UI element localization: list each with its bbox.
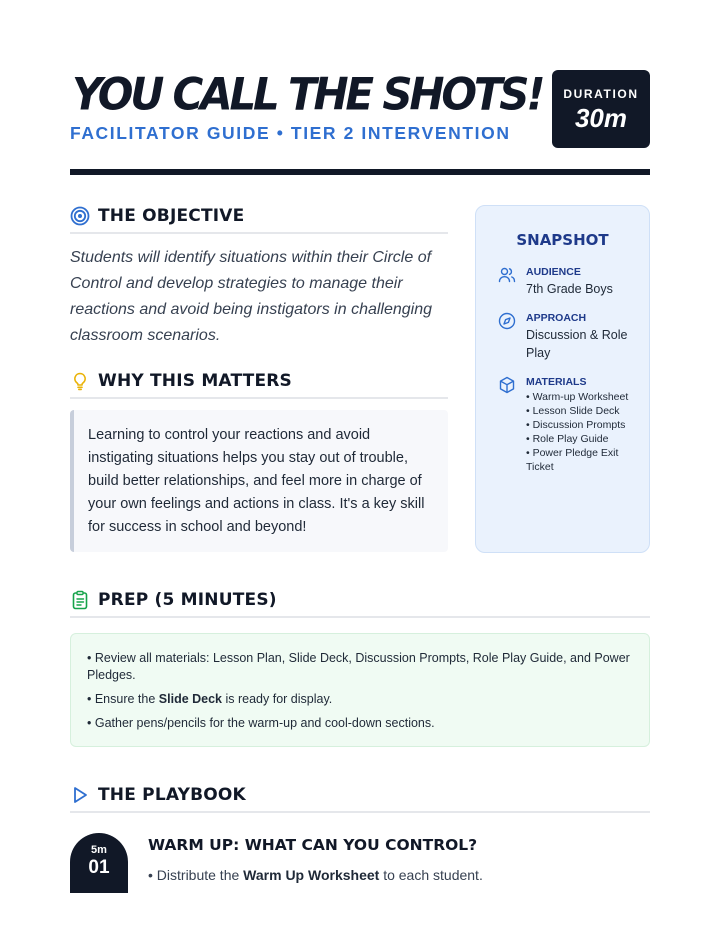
play-icon xyxy=(70,785,90,805)
prep-checklist xyxy=(70,633,650,747)
prep-title: PREP (5 MINUTES) xyxy=(98,590,277,610)
materials-list xyxy=(526,390,646,474)
why-heading xyxy=(70,371,292,391)
duration-badge xyxy=(552,70,650,148)
materials-item: • Discussion Prompts xyxy=(526,419,626,431)
header-divider xyxy=(70,169,650,175)
compass-icon xyxy=(498,312,516,330)
materials-item: • Role Play Guide xyxy=(526,433,609,445)
step-text-emphasis: Warm Up Worksheet xyxy=(243,867,380,883)
materials-item: • Warm-up Worksheet xyxy=(526,391,629,403)
box-icon xyxy=(498,376,516,394)
prep-item-emphasis: Slide Deck xyxy=(158,692,223,706)
snapshot-title: SNAPSHOT xyxy=(516,231,609,249)
prep-item xyxy=(87,691,633,708)
playbook-divider xyxy=(70,811,650,813)
approach-value: Discussion & Role Play xyxy=(526,328,628,360)
materials-item: • Lesson Slide Deck xyxy=(526,405,620,417)
materials-label: MATERIALS xyxy=(526,376,587,388)
objective-divider xyxy=(70,232,448,234)
duration-value: 30m xyxy=(574,103,628,133)
why-title: WHY THIS MATTERS xyxy=(98,371,293,391)
objective-heading xyxy=(70,206,244,226)
duration-label: DURATION xyxy=(563,87,639,101)
why-text: Learning to control your reactions and avoid instigating situations helps you stay out of trouble, build better relationships, and feel more in charge of your own feelings and actions in class. It's a key skill for success in school and beyond! xyxy=(88,427,425,535)
snapshot-audience xyxy=(498,266,643,302)
step-text-part: to each student. xyxy=(379,867,483,883)
prep-heading xyxy=(70,590,277,610)
clipboard-icon xyxy=(70,590,90,610)
prep-item: • Review all materials: Lesson Plan, Slide Deck, Discussion Prompts, Role Play Guide, and Power Pledges. xyxy=(87,651,630,682)
prep-item-text: • Ensure the xyxy=(87,692,159,706)
users-icon xyxy=(498,266,516,284)
audience-value: 7th Grade Boys xyxy=(526,282,613,296)
step-title: WARM UP: WHAT CAN YOU CONTROL? xyxy=(148,836,478,854)
materials-item: • Power Pledge Exit Ticket xyxy=(526,447,619,473)
objective-text: Students will identify situations within their Circle of Control and develop strategies to manage their reactions and avoid being instigators in challenging classroom scenarios. xyxy=(70,249,433,344)
objective-title: THE OBJECTIVE xyxy=(98,206,245,226)
approach-label: APPROACH xyxy=(526,312,587,324)
page-title: YOU CALL THE SHOTS! xyxy=(72,68,543,121)
page-subtitle: FACILITATOR GUIDE • TIER 2 INTERVENTION xyxy=(70,123,511,143)
page-header xyxy=(70,66,650,176)
step-text xyxy=(148,867,483,883)
why-divider xyxy=(70,397,448,399)
snapshot-approach xyxy=(498,312,643,364)
lightbulb-icon xyxy=(70,371,90,391)
playbook-title: THE PLAYBOOK xyxy=(98,785,246,805)
prep-divider xyxy=(70,616,650,618)
audience-label: AUDIENCE xyxy=(526,266,581,278)
step-text-part: • Distribute the xyxy=(148,867,244,883)
why-callout xyxy=(70,410,448,552)
step-duration: 5m xyxy=(91,844,107,856)
prep-item: • Gather pens/pencils for the warm-up and cool-down sections. xyxy=(87,716,435,730)
step-number: 01 xyxy=(88,857,110,878)
snapshot-panel xyxy=(475,205,650,553)
target-icon xyxy=(70,206,90,226)
prep-item-text: is ready for display. xyxy=(222,692,333,706)
snapshot-materials xyxy=(498,376,643,476)
playbook-heading xyxy=(70,785,246,805)
step-badge xyxy=(70,833,128,893)
